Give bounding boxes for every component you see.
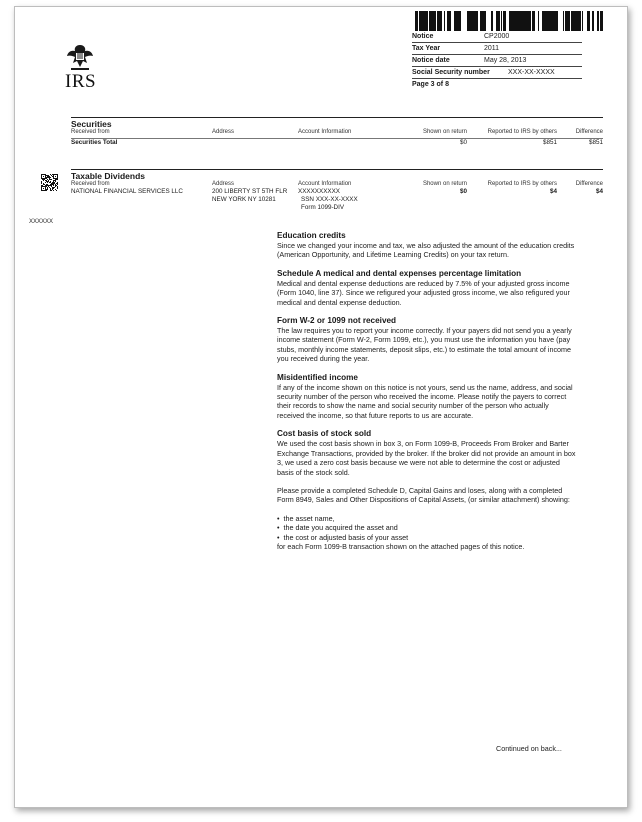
section-cost-basis: Cost basis of stock sold We used the cost basis shown in box 3, on Form 1099-B, Proceeds From Broker and Barter Exchange Transactions, provided by the broker. If the broker did not provide an amount in box 3, we used a zero cost basis because we were not able to determine the cost or adjusted basis of the stock sold. xyxy=(277,429,576,477)
section-schedule-a: Schedule A medical and dental expenses percentage limitation Medical and dental expense deductions are reduced by 7.5% of your adjusted gross income (Form 1040, line 37). Since we refigured your adjusted gross income, we also refigured your medical and dental expense deduction. xyxy=(277,268,570,307)
section-form-w2-1099: Form W-2 or 1099 not received The law requires you to report your income correctly. If your payers did not send you a yearly income statement (Form W-2, Form 1099, etc.), you must use the information you have (pay stubs, monthly income statements, deposit slips, etc.) to estimate the total amount of income you received during the year. xyxy=(277,316,572,364)
securities-total-row: Securities Total $0 $851 $851 xyxy=(71,139,603,146)
eagle-icon xyxy=(65,43,95,73)
info-row-tax-year: Tax Year 2011 xyxy=(412,43,582,55)
info-row-notice-date: Notice date May 28, 2013 xyxy=(412,55,582,67)
dividends-row: Received from Address Account Information Shown on return Reported to IRS by others Difference NATIONAL FINANCIAL SERVICES LLC 200 LIBERTY ST 5TH FLR NEW YORK NY 10281 XXXXXXXXXX SSN XXX-XX-XXXX Form 1099-DIV $0 $4 $4 xyxy=(71,181,603,211)
list-item: • the date you acquired the asset and xyxy=(277,523,398,533)
info-row-notice: Notice CP2000 xyxy=(412,31,582,43)
continued-on-back: Continued on back... xyxy=(496,744,562,753)
explanation-body xyxy=(277,231,577,551)
notice-info-table xyxy=(412,31,582,90)
logo-text: IRS xyxy=(65,71,97,92)
after-bullets-text: for each Form 1099-B transaction shown on the attached pages of this notice. xyxy=(277,541,525,551)
dividends-title: Taxable Dividends xyxy=(71,171,146,181)
irs-logo xyxy=(65,43,115,93)
dividends-section xyxy=(71,169,603,215)
securities-header-row: Received from Address Account Information Shown on return Reported to IRS by others Difference xyxy=(71,129,603,135)
provide-text: Please provide a completed Schedule D, Capital Gains and loses, along with a completed Form 8949, Sales and Other Dispositions of Capital Assets, (or similar attachment) showing: xyxy=(277,485,570,505)
page-number: Page 3 of 8 xyxy=(412,81,449,88)
list-item: • the asset name, xyxy=(277,513,335,523)
notice-page xyxy=(14,6,628,808)
list-item: • the cost or adjusted basis of your asset xyxy=(277,532,409,542)
bullet-list xyxy=(277,514,577,542)
info-row-ssn: Social Security number XXX-XX-XXXX xyxy=(412,67,582,79)
securities-section xyxy=(71,117,603,149)
payer-name: NATIONAL FINANCIAL SERVICES LLC xyxy=(71,188,183,195)
qr-code-icon xyxy=(41,174,58,191)
securities-title: Securities xyxy=(71,119,112,129)
section-misidentified-income: Misidentified income If any of the income shown on this notice is not yours, send us the name, address, and social security number of the person who received the income. Please notify the payers to correct their records to show the name and social security number of the person who actually received the income, so that future reports to us are accurate. xyxy=(277,372,573,420)
barcode-icon xyxy=(415,11,603,31)
side-code: XXXXXX xyxy=(29,219,54,225)
section-education-credits: Education credits Since we changed your income and tax, we also adjusted the amount of the education credits (American Opportunity, and Lifetime Learning Credits) on your tax return. xyxy=(277,231,575,260)
